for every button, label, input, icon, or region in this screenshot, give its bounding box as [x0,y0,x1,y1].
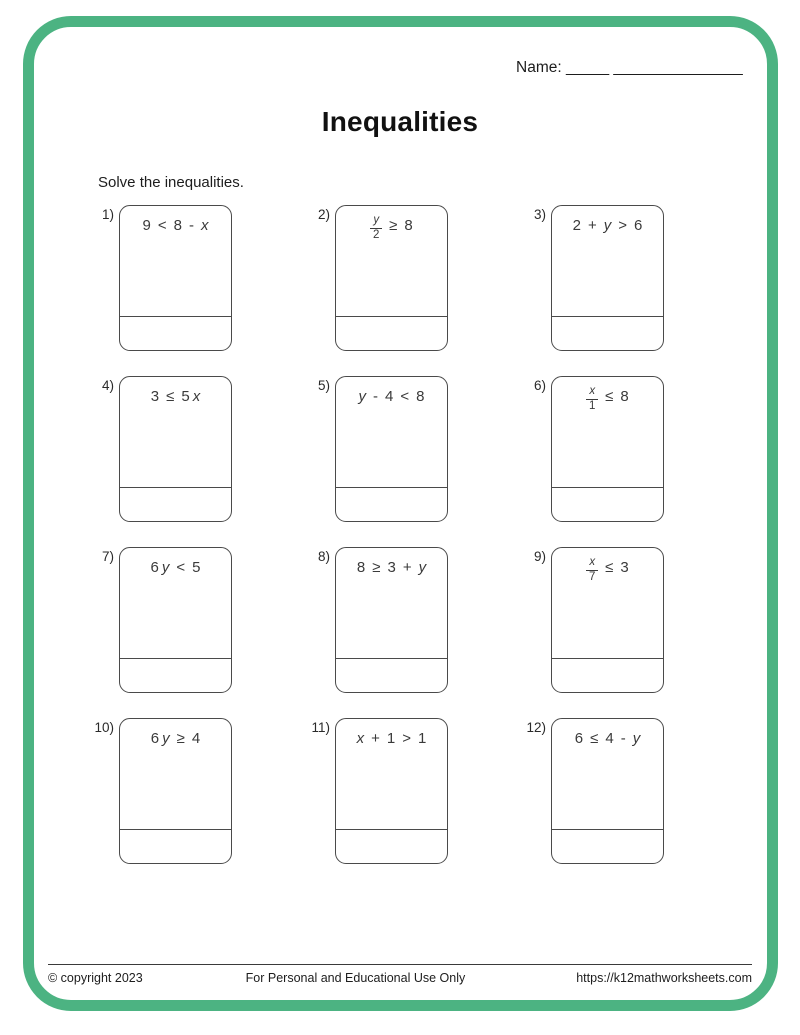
problem-box [119,205,232,351]
problem-cell [309,718,453,864]
fraction: $\frac{y}{2}$ [370,214,382,242]
expression-variable: x [192,388,201,405]
problem-cell [309,205,453,351]
problem-box [119,376,232,522]
answer-area [336,316,447,350]
problem-expression [120,548,231,658]
answer-area [552,829,663,863]
footer-copyright: © copyright 2023 [48,971,143,985]
name-blank-line-1: _____ [565,59,610,76]
expression-token: < [176,559,186,576]
expression-token: 6 [574,730,584,747]
answer-area [552,316,663,350]
expression-token: - [620,730,626,747]
expression-token: 8 [404,217,413,234]
expression-token: < [157,217,167,234]
problem-number: 6) [533,378,546,393]
problem-box [551,718,664,864]
problem-cell [93,547,237,693]
problem-number: 11) [311,720,330,735]
expression-token: + [587,217,597,234]
problem-expression [552,719,663,829]
expression-token: 3 [150,388,160,405]
problem-number: 9) [533,549,546,564]
problem-box [119,718,232,864]
problem-number: 8) [317,549,330,564]
expression-token: 4 [605,730,614,747]
problem-cell [93,718,237,864]
expression-token: + [402,559,412,576]
page-title: Inequalities [321,106,479,137]
expression-variable: y [358,388,367,405]
problem-cell [309,547,453,693]
problem-box [335,205,448,351]
problem-box [551,547,664,693]
expression-variable: y [161,559,170,576]
expression-variable: y [162,730,170,747]
expression-token: 6 [634,217,643,234]
answer-area [552,658,663,692]
expression-token: 4 [385,388,394,405]
fraction: $\frac{x}{1}$ [586,385,598,413]
problem-expression [120,206,231,316]
problem-expression [552,548,663,658]
problem-box [335,547,448,693]
problem-cell [309,376,453,522]
answer-area [120,829,231,863]
expression-token: 3 [620,559,629,576]
expression-token: > [402,730,412,747]
problem-cell [93,205,237,351]
answer-area [120,316,231,350]
footer-usage-note: For Personal and Educational Use Only [245,971,466,985]
expression-token: 8 [416,388,425,405]
problem-expression [336,548,447,658]
answer-area [336,829,447,863]
problem-box [551,376,664,522]
expression-token: 5 [181,388,190,405]
expression-token: 8 [620,388,629,405]
expression-token: ≤ [166,388,175,405]
expression-token: 1 [418,730,427,747]
expression-token: 3 [387,559,396,576]
expression-token: ≤ [590,730,599,747]
problem-expression [336,377,447,487]
problem-number: 7) [101,549,114,564]
problem-number: 12) [526,720,546,735]
expression-token: ≤ [605,559,614,576]
expression-token: 9 [142,217,151,234]
problem-cell [93,376,237,522]
name-label: Name: [516,59,562,76]
expression-token: 5 [192,559,201,576]
problem-number: 2) [317,207,330,222]
expression-variable: y [418,559,427,576]
name-row [516,59,743,77]
problem-expression [552,206,663,316]
expression-token: > [618,217,628,234]
expression-token: + [371,730,380,747]
problems-grid [93,205,669,864]
problem-number: 1) [101,207,114,222]
expression-token: ≥ [372,559,381,576]
expression-token: - [188,217,194,234]
expression-variable: y [632,730,641,747]
problem-expression [336,719,447,829]
name-blank-line-2: _______________ [613,59,743,76]
answer-area [552,487,663,521]
problem-number: 5) [317,378,330,393]
problem-box [119,547,232,693]
expression-token: ≥ [389,217,398,234]
problem-box [335,376,448,522]
expression-token: 6 [150,559,159,576]
footer-url: https://k12mathworksheets.com [576,971,752,985]
expression-token: ≥ [176,730,185,747]
expression-token: 1 [386,730,396,747]
answer-area [120,658,231,692]
expression-token: 8 [356,559,366,576]
problem-expression [120,377,231,487]
problem-cell [525,205,669,351]
problem-box [335,718,448,864]
problem-cell [525,376,669,522]
expression-token: ≤ [605,388,614,405]
answer-area [336,658,447,692]
expression-token: 2 [572,217,581,234]
problem-number: 4) [101,378,114,393]
expression-token: - [373,388,379,405]
answer-area [336,487,447,521]
expression-token: < [400,388,410,405]
problem-number: 3) [533,207,546,222]
expression-token: 4 [191,730,201,747]
problem-expression [552,377,663,487]
instructions-text: Solve the inequalities. [98,174,244,191]
fraction: $\frac{x}{7}$ [586,556,598,584]
problem-cell [525,718,669,864]
footer [48,964,752,985]
problem-cell [525,547,669,693]
answer-area [120,487,231,521]
expression-variable: y [603,217,612,234]
problem-expression [120,719,231,829]
expression-variable: x [200,217,209,234]
expression-variable: x [356,730,365,747]
expression-token: 6 [150,730,160,747]
problem-number: 10) [94,720,114,735]
expression-token: 8 [173,217,182,234]
problem-expression [336,206,447,316]
problem-box [551,205,664,351]
